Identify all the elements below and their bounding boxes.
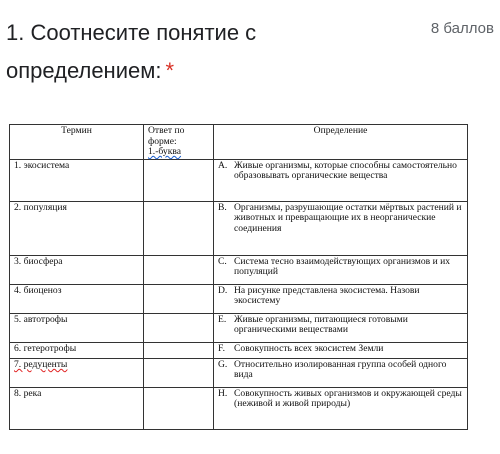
- definition-letter: B.: [218, 201, 227, 213]
- table-row: [10, 201, 468, 255]
- question-image: [9, 124, 467, 430]
- definition-letter: D.: [218, 284, 228, 296]
- table-row: [10, 159, 468, 201]
- definition-cell: [214, 284, 468, 313]
- definition-text: Организмы, разрушающие остатки мёртвых растений и животных и превращающие их в неорганические соединения: [234, 201, 462, 234]
- answer-cell: [144, 313, 214, 342]
- points-label: 8 баллов: [430, 20, 494, 37]
- definition-text: Живые организмы, которые способны самостоятельно образовывать органические вещества: [234, 159, 457, 182]
- definition-letter: C.: [218, 255, 227, 267]
- term-cell: 8. река: [10, 387, 144, 429]
- answer-cell: [144, 284, 214, 313]
- matching-table: [9, 124, 468, 430]
- required-asterisk: *: [165, 58, 175, 83]
- term-cell: 5. автотрофы: [10, 313, 144, 342]
- table-row: [10, 284, 468, 313]
- definition-text: На рисунке представлена экосистема. Назови экосистему: [234, 284, 420, 307]
- definition-letter: A.: [218, 159, 228, 171]
- header-term: Термин: [10, 125, 144, 160]
- table-row: [10, 342, 468, 358]
- question-title-text: 1. Соотнесите понятие с определением:: [6, 20, 257, 83]
- definition-cell: [214, 201, 468, 255]
- answer-cell: [144, 201, 214, 255]
- definition-cell: [214, 387, 468, 429]
- table-row: [10, 313, 468, 342]
- header-answer-line2: 1.-буква: [148, 146, 182, 158]
- term-cell: 2. популяция: [10, 201, 144, 255]
- term-cell: 3. биосфера: [10, 255, 144, 284]
- definition-cell: [214, 313, 468, 342]
- answer-cell: [144, 342, 214, 358]
- header-definition: Определение: [214, 125, 468, 160]
- definition-letter: F.: [218, 342, 225, 354]
- definition-text: Живые организмы, питающиеся готовыми органическими веществами: [234, 313, 408, 336]
- question-title: [6, 14, 386, 90]
- term-cell: 1. экосистема: [10, 159, 144, 201]
- term-cell: [10, 358, 144, 387]
- table-header-row: [10, 125, 468, 160]
- answer-cell: [144, 255, 214, 284]
- definition-text: Относительно изолированная группа особей одного вида: [234, 358, 447, 381]
- answer-cell: [144, 358, 214, 387]
- term-text: 7. редуценты: [14, 358, 68, 370]
- definition-text: Совокупность всех экосистем Земли: [234, 342, 384, 354]
- definition-cell: [214, 358, 468, 387]
- header-answer-line1: Ответ по форме:: [148, 125, 185, 147]
- table-row: [10, 358, 468, 387]
- term-cell: 6. гетеротрофы: [10, 342, 144, 358]
- definition-cell: [214, 159, 468, 201]
- question-header: [6, 14, 494, 94]
- term-cell: 4. биоценоз: [10, 284, 144, 313]
- table-row: [10, 255, 468, 284]
- table-row: [10, 387, 468, 429]
- definition-text: Система тесно взаимодействующих организмов и их популяций: [234, 255, 451, 278]
- header-answer: [144, 125, 214, 160]
- definition-cell: [214, 255, 468, 284]
- definition-letter: E.: [218, 313, 227, 325]
- definition-letter: G.: [218, 358, 228, 370]
- definition-cell: [214, 342, 468, 358]
- answer-cell: [144, 387, 214, 429]
- definition-letter: H.: [218, 387, 228, 399]
- answer-cell: [144, 159, 214, 201]
- definition-text: Совокупность живых организмов и окружающей среды (неживой и живой природы): [234, 387, 462, 410]
